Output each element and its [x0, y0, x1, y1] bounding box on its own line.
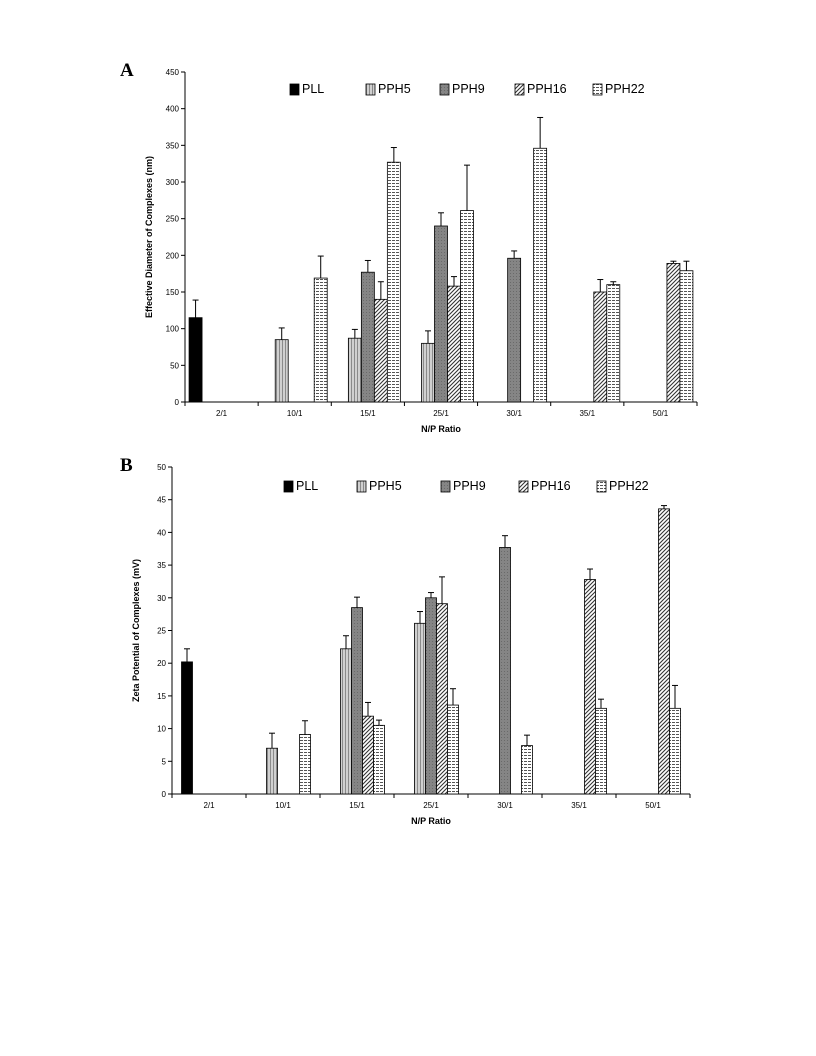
x-axis-title: N/P Ratio — [421, 424, 461, 434]
legend-label-pph9: PPH9 — [453, 479, 486, 493]
y-axis-title: Zeta Potential of Complexes (mV) — [131, 558, 141, 703]
x-tick-label-10-1: 10/1 — [286, 409, 303, 418]
bar-pph22-35-1 — [596, 708, 607, 794]
bar-pph9-15-1 — [352, 608, 363, 794]
legend-swatch-pph16 — [515, 84, 524, 95]
x-tick-label-50-1: 50/1 — [645, 801, 661, 810]
y-tick-label: 350 — [165, 141, 179, 151]
legend-swatch-pph5 — [357, 481, 366, 492]
legend-swatch-pph9 — [441, 481, 450, 492]
y-tick-label: 10 — [157, 724, 166, 734]
x-tick-label-25-1: 25/1 — [433, 409, 449, 418]
bar-pph22-30-1 — [534, 148, 547, 402]
x-tick-label-25-1: 25/1 — [423, 801, 439, 810]
legend-swatch-pph9 — [440, 84, 449, 95]
bar-pph22-15-1 — [387, 162, 400, 402]
legend-swatch-pph16 — [519, 481, 528, 492]
bar-pph16-25-1 — [448, 286, 461, 402]
x-tick-label-2-1: 2/1 — [203, 801, 215, 810]
panel-letter-b: B — [120, 455, 133, 476]
legend-label-pph16: PPH16 — [527, 82, 567, 96]
x-tick-label-35-1: 35/1 — [579, 409, 596, 418]
legend-label-pph5: PPH5 — [378, 82, 411, 96]
y-tick-label: 0 — [161, 790, 166, 799]
legend-swatch-pph5 — [366, 84, 375, 95]
bar-pph5-15-1 — [348, 338, 361, 402]
bar-pph5-10-1 — [275, 340, 288, 402]
bar-pph9-15-1 — [361, 272, 374, 402]
y-tick-label: 100 — [165, 324, 179, 334]
y-tick-label: 5 — [161, 757, 166, 767]
bar-pph22-15-1 — [374, 725, 385, 794]
legend-label-pll: PLL — [296, 479, 319, 493]
legend-label-pph9: PPH9 — [452, 82, 485, 96]
bar-pph16-15-1 — [374, 299, 387, 402]
legend-swatch-pph22 — [597, 481, 606, 492]
bar-pph5-25-1 — [422, 343, 435, 402]
bar-pph16-50-1 — [659, 509, 670, 794]
y-tick-label: 30 — [157, 593, 166, 603]
bar-pph22-10-1 — [300, 734, 311, 794]
chart-a-effective-diameter — [0, 60, 816, 445]
y-tick-label: 400 — [165, 104, 179, 114]
bar-pph22-25-1 — [461, 211, 474, 402]
y-tick-label: 200 — [165, 251, 179, 261]
x-tick-label-30-1: 30/1 — [497, 801, 513, 810]
bar-pph5-25-1 — [415, 623, 426, 794]
legend-label-pph22: PPH22 — [605, 82, 645, 96]
panel-b — [0, 455, 816, 830]
legend-label-pph16: PPH16 — [531, 479, 571, 493]
bar-pph16-15-1 — [363, 716, 374, 794]
y-tick-label: 15 — [157, 691, 166, 701]
bar-pph22-30-1 — [522, 746, 533, 794]
y-tick-label: 450 — [165, 68, 179, 77]
y-axis-title: Effective Diameter of Complexes (nm) — [144, 155, 154, 319]
x-tick-label-50-1: 50/1 — [652, 409, 669, 418]
y-tick-label: 0 — [174, 398, 179, 407]
bar-pph9-25-1 — [435, 226, 448, 402]
bar-pph9-25-1 — [426, 598, 437, 794]
legend-label-pll: PLL — [302, 82, 325, 96]
bar-pph22-50-1 — [670, 708, 681, 794]
bar-pph22-10-1 — [314, 278, 327, 402]
y-tick-label: 50 — [170, 361, 179, 371]
x-tick-label-35-1: 35/1 — [571, 801, 587, 810]
bar-pph16-35-1 — [585, 579, 596, 794]
bar-pph9-30-1 — [508, 258, 521, 402]
x-tick-label-2-1: 2/1 — [216, 409, 228, 418]
y-tick-label: 50 — [157, 463, 166, 472]
bar-pph22-35-1 — [607, 285, 620, 402]
y-tick-label: 45 — [157, 495, 166, 505]
bar-pph9-30-1 — [500, 547, 511, 794]
legend-swatch-pll — [284, 481, 293, 492]
legend-swatch-pph22 — [593, 84, 602, 95]
legend-swatch-pll — [290, 84, 299, 95]
x-tick-label-10-1: 10/1 — [275, 801, 291, 810]
bar-pph16-50-1 — [667, 263, 680, 402]
y-tick-label: 250 — [165, 214, 179, 224]
bar-pph5-15-1 — [341, 649, 352, 794]
y-tick-label: 35 — [157, 561, 166, 571]
chart-b-zeta-potential — [0, 455, 816, 830]
bar-pph22-25-1 — [448, 705, 459, 794]
y-tick-label: 300 — [165, 178, 179, 187]
bar-pll-2-1 — [182, 662, 193, 794]
legend-label-pph5: PPH5 — [369, 479, 402, 493]
x-axis-title: N/P Ratio — [411, 816, 451, 826]
y-tick-label: 25 — [157, 626, 166, 636]
bar-pph16-35-1 — [594, 292, 607, 402]
panel-letter-a: A — [120, 60, 134, 81]
bar-pph16-25-1 — [437, 604, 448, 794]
y-tick-label: 40 — [157, 528, 166, 538]
panel-a — [0, 60, 816, 445]
legend-label-pph22: PPH22 — [609, 479, 649, 493]
bar-pph22-50-1 — [680, 271, 693, 402]
x-tick-label-15-1: 15/1 — [349, 801, 365, 810]
y-tick-label: 20 — [157, 659, 166, 669]
bar-pll-2-1 — [189, 318, 202, 402]
bar-pph5-10-1 — [267, 748, 278, 794]
y-tick-label: 150 — [165, 288, 179, 297]
x-tick-label-30-1: 30/1 — [506, 409, 522, 418]
x-tick-label-15-1: 15/1 — [360, 409, 376, 418]
